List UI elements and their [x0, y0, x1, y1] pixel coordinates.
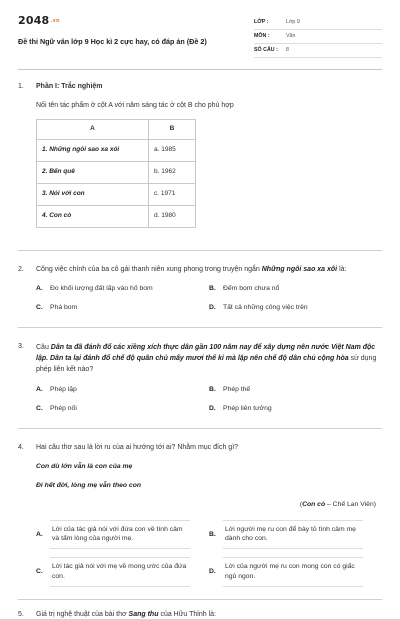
question-body: [36, 610, 382, 619]
text-emphasis: Dân ta đã đánh đổ các xiềng xích thực dân gần 100 năm nay để xây dựng nên nước Việt Nam độc lập. Dân ta lại đánh đổ chế độ quân chủ mấy mươi thế kỉ mà lập nên chế độ dân chủ cộng hòa: [36, 343, 376, 362]
option-letter: A.: [36, 386, 43, 394]
table-cell: b. 1962: [149, 161, 196, 183]
option-letter: B.: [209, 530, 216, 538]
column-header-b: B: [149, 119, 196, 139]
divider: [18, 428, 382, 429]
question-1: [18, 82, 382, 228]
option-d[interactable]: [209, 557, 382, 587]
question-number: 2.: [18, 265, 24, 273]
question-number: 4.: [18, 443, 24, 451]
meta-row-count: [254, 44, 382, 58]
option-c[interactable]: [36, 303, 209, 312]
option-text: Lời tác giả nói với mẹ về mong ước của đứa con.: [50, 557, 190, 587]
meta-value: Văn: [286, 32, 296, 39]
option-d[interactable]: [209, 303, 382, 312]
options: [36, 520, 382, 587]
option-a[interactable]: [36, 520, 209, 550]
brand-name: 2048: [18, 14, 50, 27]
question-2: [18, 265, 382, 313]
poem-line: Con dù lớn vẫn là con của mẹ: [36, 463, 133, 470]
source-work: Con cò: [302, 501, 326, 509]
option-text: Đo khối lượng đất lấp vào hố bom: [50, 285, 153, 293]
question-text: [36, 342, 382, 376]
option-b[interactable]: [209, 520, 382, 550]
divider: [18, 599, 382, 600]
option-text: Tất cả những công việc trên: [223, 304, 308, 312]
option-letter: D.: [209, 405, 216, 413]
column-header-a: A: [37, 119, 149, 139]
option-d[interactable]: [209, 404, 382, 413]
text-part: của Hữu Thỉnh là:: [158, 610, 216, 618]
table-cell: 2. Bến quê: [37, 161, 149, 183]
brand-logo[interactable]: [18, 14, 207, 29]
option-text: Lời của người mẹ ru con mong con có giấc ngủ ngon.: [223, 557, 363, 587]
option-letter: A.: [36, 530, 43, 538]
option-letter: D.: [209, 568, 216, 576]
option-text: Phép nối: [50, 405, 77, 413]
question-text: [36, 265, 382, 274]
option-b[interactable]: [209, 284, 382, 293]
question-text: [36, 610, 382, 619]
text-part: Câu: [36, 343, 51, 351]
text-part: Công việc chính của ba cô gái thanh niên xung phong trong truyện ngắn: [36, 265, 262, 273]
option-letter: C.: [36, 405, 43, 413]
meta-key: SỐ CÂU :: [254, 46, 278, 53]
header: [18, 0, 382, 70]
matching-table: [36, 119, 196, 228]
meta-key: MÔN :: [254, 32, 270, 39]
divider: [18, 327, 382, 328]
options: [36, 385, 382, 413]
question-body: [36, 82, 382, 228]
question-text: Hai câu thơ sau là lời ru của ai hướng tới ai? Nhằm mục đích gì?: [36, 443, 239, 451]
option-b[interactable]: [209, 385, 382, 394]
option-letter: B.: [209, 285, 216, 293]
question-5: [18, 610, 382, 619]
question-body: [36, 443, 382, 587]
poem-excerpt: [36, 462, 382, 490]
option-text: Phá bom: [50, 304, 78, 312]
option-letter: B.: [209, 386, 216, 394]
brand-suffix: .vn: [50, 17, 60, 24]
question-body: [36, 342, 382, 414]
option-a[interactable]: [36, 284, 209, 293]
option-text: Lời người mẹ ru con để bày tỏ tình cảm mẹ dành cho con.: [223, 520, 363, 550]
option-letter: D.: [209, 304, 216, 312]
table-cell: 1. Những ngôi sao xa xôi: [37, 139, 149, 161]
text-emphasis: Những ngôi sao xa xôi: [261, 265, 338, 273]
section-title: Phần I: Trắc nghiệm: [36, 83, 103, 90]
table-cell: d. 1980: [149, 205, 196, 227]
option-text: Lời của tác giả nói với đứa con về tình cảm và tấm lòng của người mẹ.: [50, 520, 190, 550]
option-a[interactable]: [36, 385, 209, 394]
option-c[interactable]: [36, 404, 209, 413]
poem-line: Đi hết đời, lòng mẹ vẫn theo con: [36, 482, 142, 490]
meta-value: Lớp 9: [286, 18, 300, 25]
question-3: [18, 342, 382, 414]
table-row: [37, 205, 196, 227]
option-letter: C.: [36, 304, 43, 312]
option-letter: C.: [36, 568, 43, 576]
option-c[interactable]: [36, 557, 209, 587]
text-part: là:: [337, 265, 347, 273]
meta-key: LỚP :: [254, 18, 269, 25]
text-part: Giá trị nghệ thuật của bài thơ: [36, 610, 129, 618]
header-left: [18, 14, 207, 69]
table-cell: 3. Nói với con: [37, 183, 149, 205]
text-emphasis: Sang thu: [128, 610, 159, 618]
meta-info: [254, 16, 382, 69]
option-letter: A.: [36, 285, 43, 293]
option-text: Phép thế: [223, 386, 251, 394]
table-cell: c. 1971: [149, 183, 196, 205]
option-text: Đếm bom chưa nổ: [223, 285, 280, 293]
meta-row-class: [254, 16, 382, 30]
option-text: Phép lặp: [50, 386, 77, 394]
divider: [18, 250, 382, 251]
meta-value: 8: [286, 46, 289, 53]
text-part: sử dụng phép liên kết nào?: [36, 354, 377, 374]
table-cell: 4. Con cò: [37, 205, 149, 227]
question-number: 1.: [18, 83, 24, 90]
document-title: Đề thi Ngữ văn lớp 9 Học kì 2 cực hay, có đáp án (Đề 2): [18, 36, 207, 46]
table-row: [37, 161, 196, 183]
question-instruction: Nối tên tác phẩm ở cột A với năm sáng tác ở cột B cho phù hợp: [36, 102, 234, 110]
table-cell: a. 1985: [149, 139, 196, 161]
table-row: [37, 139, 196, 161]
meta-row-subject: [254, 30, 382, 44]
options: [36, 284, 382, 312]
question-body: [36, 265, 382, 313]
question-number: 5.: [18, 610, 24, 618]
option-text: Phép liên tưởng: [223, 405, 272, 413]
poem-source: (Con cò – Chế Lan Viên): [299, 501, 376, 509]
source-author: – Chế Lan Viên): [325, 501, 376, 509]
question-number: 3.: [18, 342, 24, 350]
table-row: [37, 183, 196, 205]
question-4: [18, 443, 382, 587]
table-header-row: [37, 119, 196, 139]
